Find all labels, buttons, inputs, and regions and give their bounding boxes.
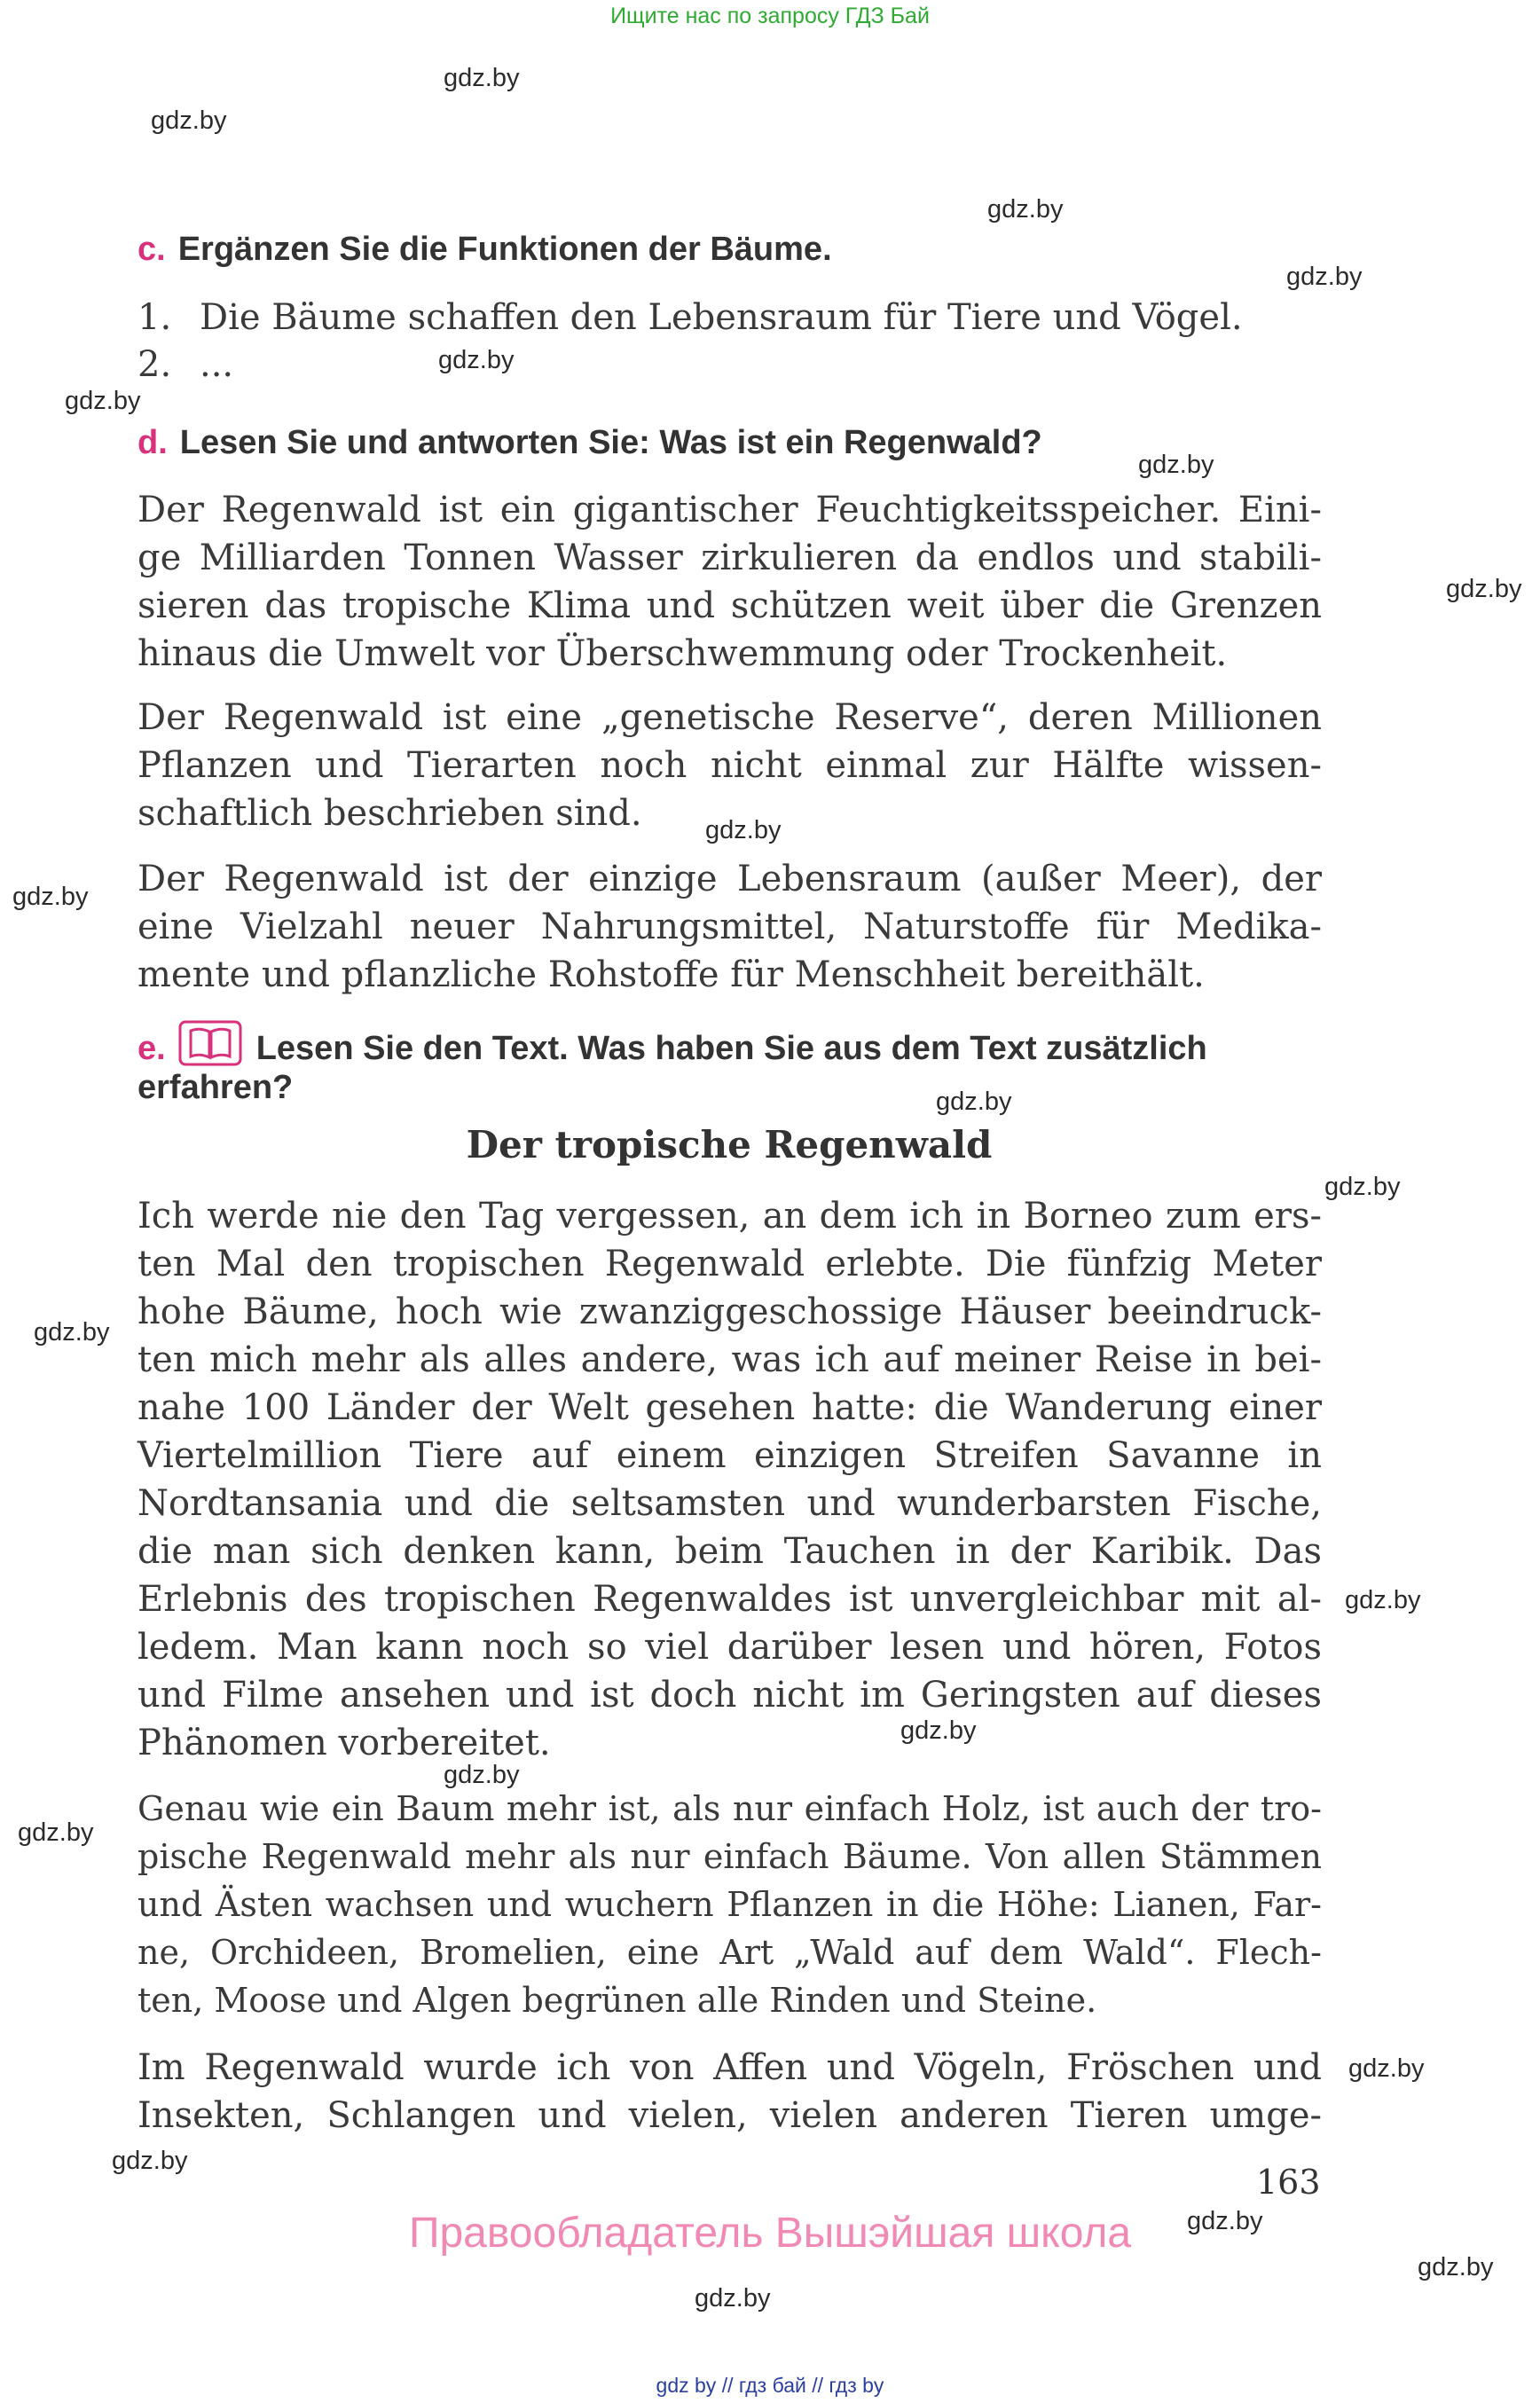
task-e-title [138,1020,1207,1068]
watermark: gdz.by [705,816,782,844]
text-line: Erlebnis des tropischen Regenwaldes ist unvergleichbar mit al- [138,1579,1322,1620]
text-line: Phänomen vorbereitet. [138,1723,551,1763]
text-line: Genau wie ein Baum mehr ist, als nur einfach Holz, ist auch der tro- [138,1789,1322,1828]
text-line: Im Regenwald wurde ich von Affen und Vögeln, Fröschen und [138,2047,1322,2088]
text-line: hohe Bäume, hoch wie zwanziggeschossige Häuser beeindruck- [138,1292,1322,1332]
watermark: gdz.by [1418,2253,1494,2281]
watermark: gdz.by [987,195,1064,224]
rights-holder: Правообладатель Вышэйшая школа [408,2210,1132,2257]
watermark: gdz.by [34,1318,110,1347]
text-line: ten mich mehr als alles andere, was ich auf meiner Reise in bei- [138,1339,1322,1380]
footer-links[interactable]: gdz by // гдз бай // гдз by [656,2374,884,2397]
paragraph [138,2044,1322,2140]
watermark: gdz.by [444,1761,520,1789]
text-line: schaftlich beschrieben sind. [138,793,642,834]
text-line: pische Regenwald mehr als nur einfach Bäume. Von allen Stämmen [138,1837,1322,1876]
text-line: nahe 100 Länder der Welt gesehen hatte: die Wanderung einer [138,1387,1322,1428]
paragraph [138,694,1322,837]
list-item [138,344,233,385]
task-e-title-continued: erfahren? [138,1069,294,1106]
text-line: ne, Orchideen, Bromelien, eine Art „Wald auf dem Wald“. Flech- [138,1933,1322,1972]
text-line: ten, Moose und Algen begrünen alle Rinden und Steine. [138,1981,1097,2020]
text-line: Der Regenwald ist ein gigantischer Feuchtigkeitsspeicher. Eini- [138,490,1322,530]
watermark: gdz.by [695,2284,771,2313]
text-line: und Ästen wachsen und wuchern Pflanzen in die Höhe: Lianen, Far- [138,1885,1322,1924]
list-text: Die Bäume schaffen den Lebensraum für Tiere und Vögel. [200,297,1243,338]
task-title: Ergänzen Sie die Funktionen der Bäume. [177,231,832,268]
watermark: gdz.by [438,346,515,374]
watermark: gdz.by [1187,2207,1263,2235]
watermark: gdz.by [18,1818,94,1847]
article-heading: Der tropische Regenwald [466,1123,993,1166]
paragraph [138,1192,1322,1767]
text-line: Insekten, Schlangen und vielen, vielen anderen Tieren umge- [138,2095,1322,2136]
text-line: ge Milliarden Tonnen Wasser zirkulieren da endlos und stabili- [138,538,1322,578]
watermark: gdz.by [112,2147,188,2175]
watermark: gdz.by [1348,2054,1425,2083]
watermark: gdz.by [12,883,89,911]
paragraph [138,486,1322,678]
task-letter: d. [138,424,168,461]
task-title: Lesen Sie den Text. Was haben Sie aus dem Text zusätzlich [255,1030,1207,1067]
watermark: gdz.by [936,1088,1012,1116]
task-c-title [138,231,832,269]
text-line: ten Mal den tropischen Regenwald erlebte. Die fünfzig Meter [138,1244,1322,1284]
list-number: 2. [138,344,172,385]
watermark: gdz.by [444,64,520,92]
book-icon [178,1020,242,1066]
watermark: gdz.by [1345,1586,1421,1614]
text-line: Pflanzen und Tierarten noch nicht einmal zur Hälfte wissen- [138,745,1322,786]
page-number: 163 [1256,2163,1321,2202]
paragraph [138,855,1322,999]
text-line: Nordtansania und die seltsamsten und wunderbarsten Fische, [138,1483,1322,1524]
task-letter: c. [138,231,166,268]
text-line: ledem. Man kann noch so viel darüber lesen und hören, Fotos [138,1627,1322,1668]
task-d-title [138,424,1042,462]
paragraph [138,1785,1322,2024]
watermark: gdz.by [1324,1173,1401,1201]
watermark: gdz.by [900,1716,977,1745]
text-line: und Filme ansehen und ist doch nicht im Geringsten auf dieses [138,1675,1322,1716]
list-item [138,297,1243,338]
text-line: hinaus die Umwelt vor Überschwemmung oder Trockenheit. [138,633,1228,674]
watermark: gdz.by [151,106,227,135]
watermark: gdz.by [1138,451,1214,479]
task-letter: e. [138,1030,166,1067]
text-line: Viertelmillion Tiere auf einem einzigen Streifen Savanne in [138,1435,1322,1476]
task-title: Lesen Sie und antworten Sie: Was ist ein Regenwald? [179,424,1042,461]
text-line: Der Regenwald ist der einzige Lebensraum (außer Meer), der [138,859,1322,899]
text-line: die man sich denken kann, beim Tauchen in der Karibik. Das [138,1531,1322,1572]
watermark: gdz.by [1446,575,1522,603]
list-text: ... [200,344,234,385]
text-line: mente und pflanzliche Rohstoffe für Menschheit bereithält. [138,954,1205,995]
watermark: gdz.by [1286,263,1363,291]
watermark: gdz.by [65,387,141,415]
text-line: Der Regenwald ist eine „genetische Reserve“, deren Millionen [138,697,1322,738]
list-number: 1. [138,297,172,338]
text-line: Ich werde nie den Tag vergessen, an dem ich in Borneo zum ers- [138,1196,1322,1237]
text-line: sieren das tropische Klima und schützen weit über die Grenzen [138,585,1322,626]
text-line: eine Vielzahl neuer Nahrungsmittel, Naturstoffe für Medika- [138,907,1322,947]
top-banner: Ищите нас по запросу ГДЗ Бай [610,4,930,28]
